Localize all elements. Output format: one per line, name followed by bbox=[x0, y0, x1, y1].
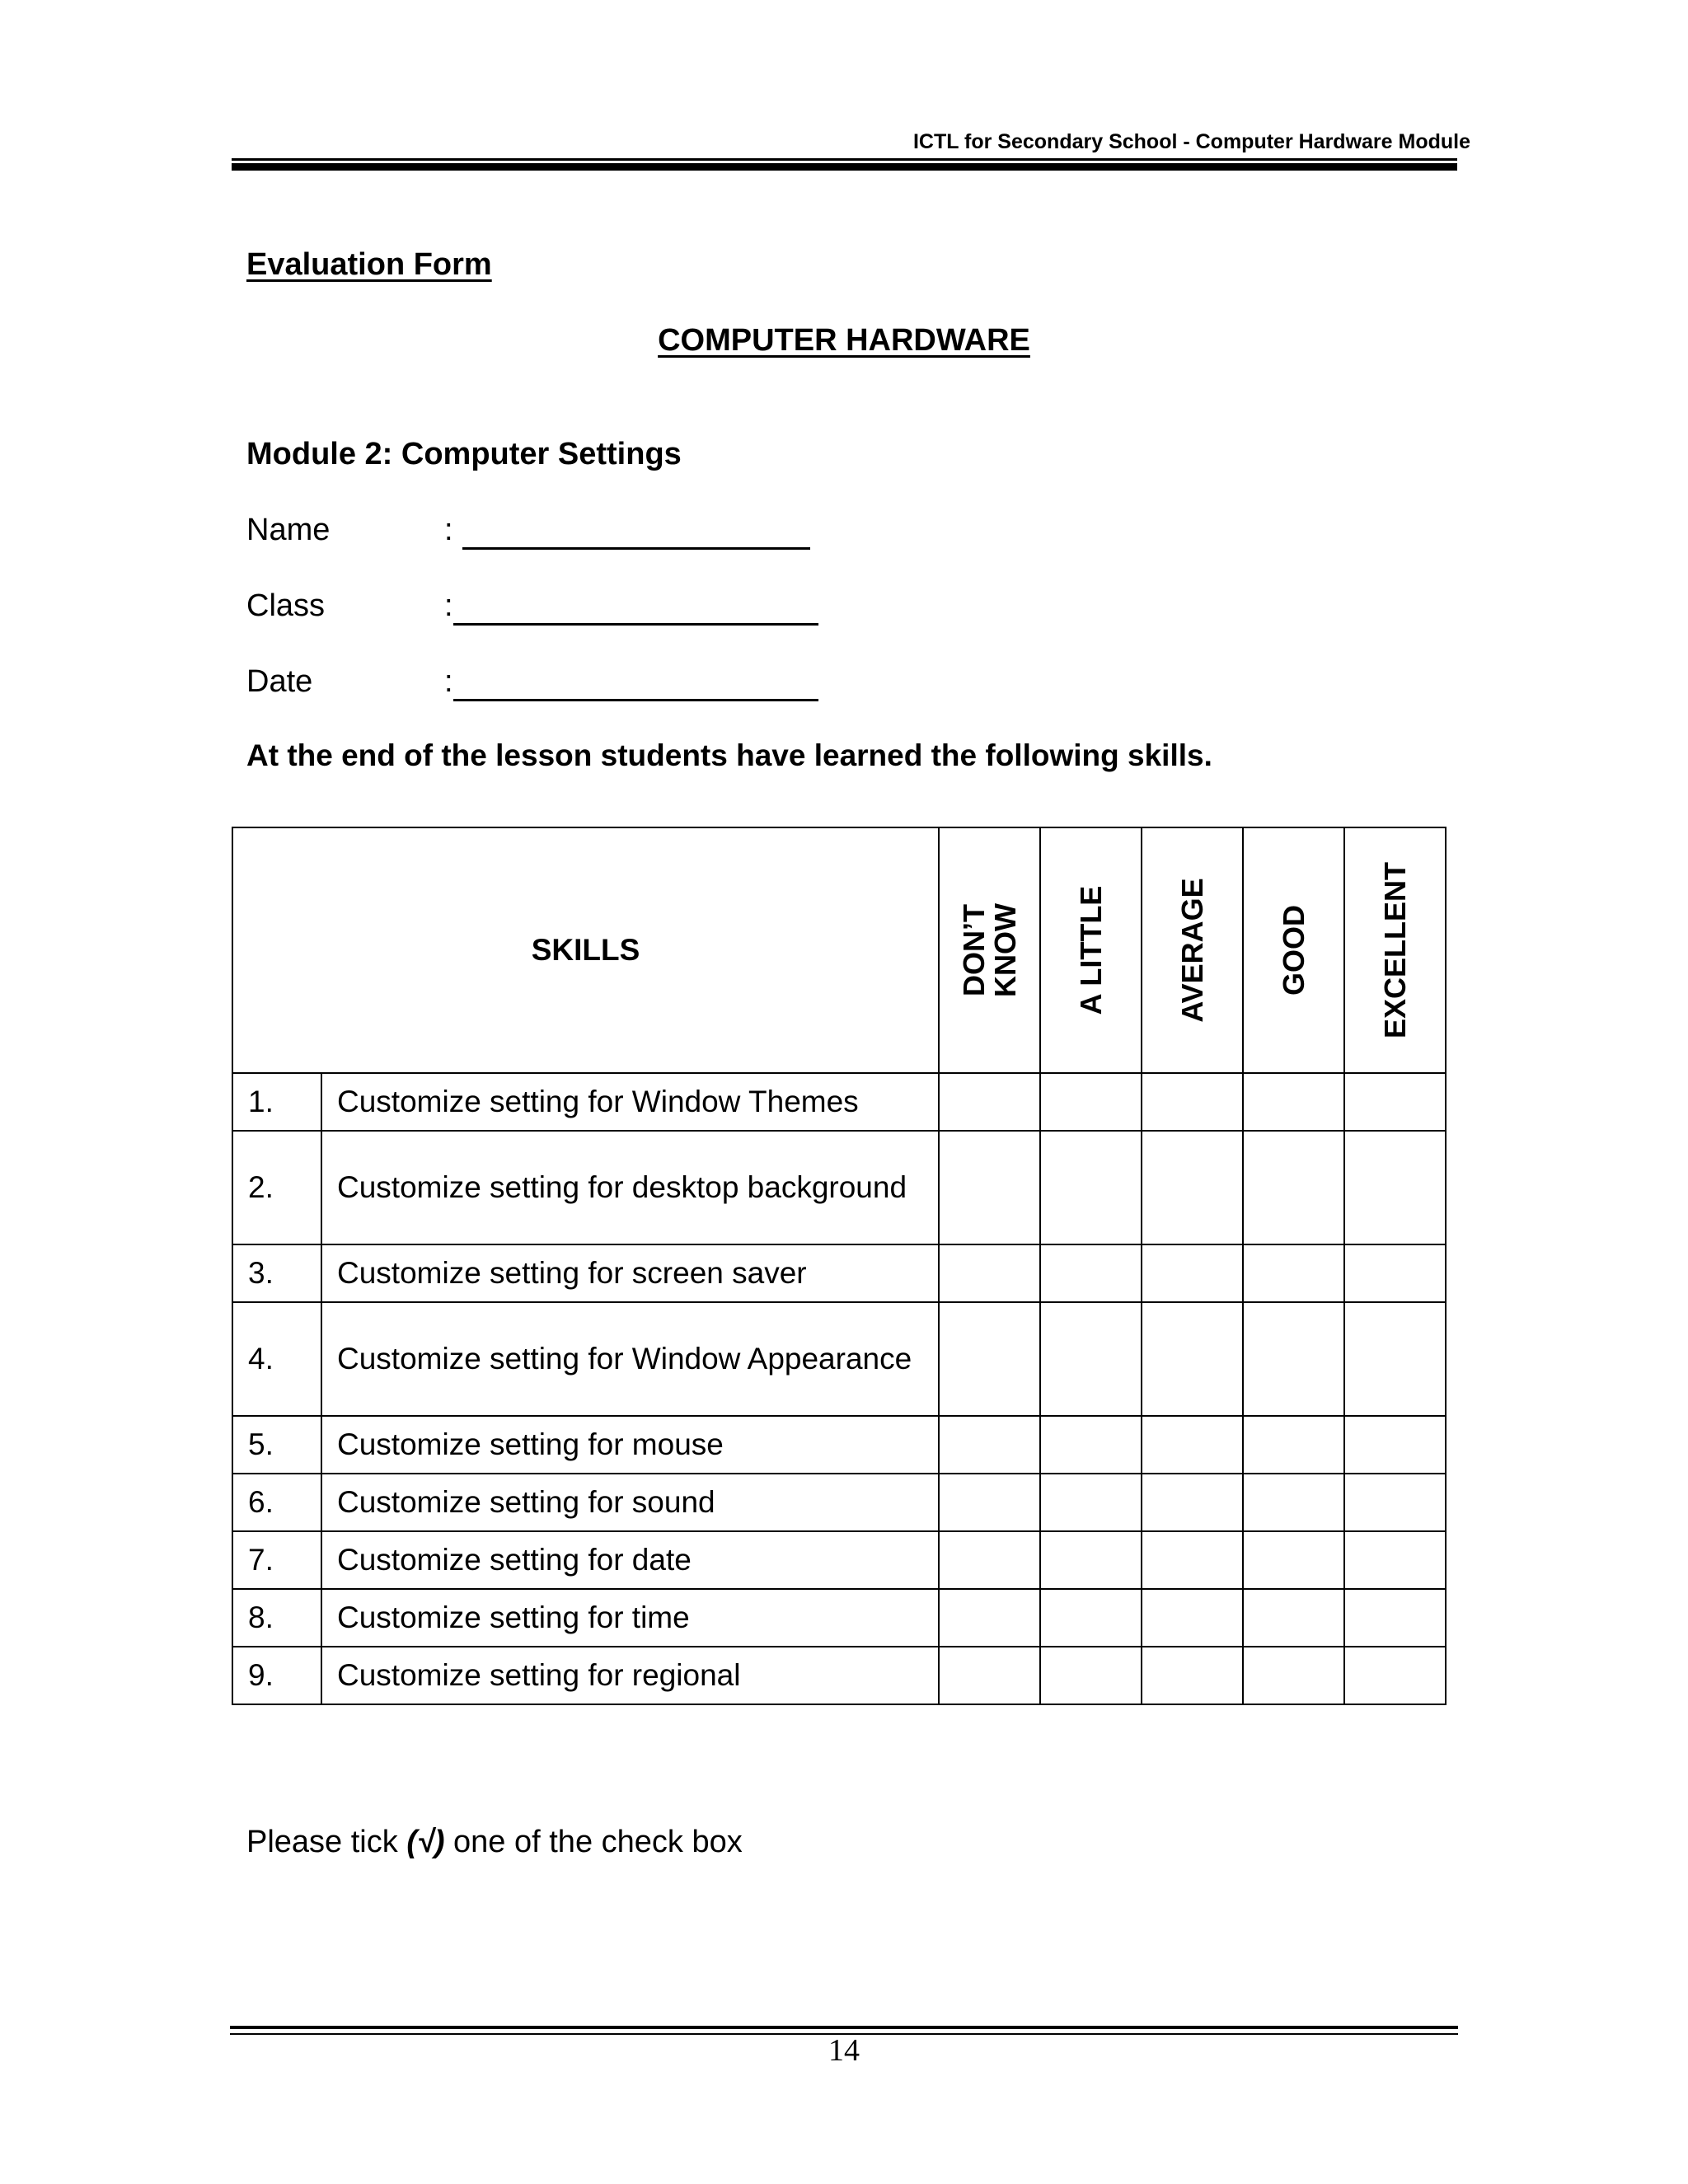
rating-checkbox-good[interactable] bbox=[1243, 1589, 1344, 1647]
date-colon: : bbox=[444, 664, 453, 699]
rating-checkbox-good[interactable] bbox=[1243, 1647, 1344, 1704]
class-field bbox=[246, 588, 906, 630]
rating-checkbox-dont-know[interactable] bbox=[939, 1073, 1040, 1131]
rating-header-a-little bbox=[1040, 827, 1142, 1073]
rating-checkbox-a-little[interactable] bbox=[1040, 1073, 1142, 1131]
rating-checkbox-excellent[interactable] bbox=[1344, 1131, 1446, 1244]
rating-header-excellent bbox=[1344, 827, 1446, 1073]
row-number: 6. bbox=[232, 1474, 321, 1531]
skills-table-body bbox=[232, 1073, 1446, 1704]
rating-checkbox-excellent[interactable] bbox=[1344, 1474, 1446, 1531]
rating-checkbox-dont-know[interactable] bbox=[939, 1244, 1040, 1302]
running-header: ICTL for Secondary School - Computer Hardware Module bbox=[912, 130, 1470, 153]
skill-description: Customize setting for date bbox=[321, 1531, 939, 1589]
table-row bbox=[232, 1244, 1446, 1302]
rating-checkbox-average[interactable] bbox=[1142, 1302, 1243, 1416]
rating-label-good: GOOD bbox=[1276, 904, 1311, 996]
rating-checkbox-good[interactable] bbox=[1243, 1244, 1344, 1302]
skill-description: Customize setting for time bbox=[321, 1589, 939, 1647]
rating-label-a-little: A LITTLE bbox=[1073, 885, 1108, 1015]
table-row bbox=[232, 1302, 1446, 1416]
instruction-text: At the end of the lesson students have learned the following skills. bbox=[246, 738, 1212, 772]
name-colon: : bbox=[444, 513, 453, 547]
rating-checkbox-average[interactable] bbox=[1142, 1073, 1243, 1131]
row-number: 9. bbox=[232, 1647, 321, 1704]
rating-header-good bbox=[1243, 827, 1344, 1073]
table-row bbox=[232, 1131, 1446, 1244]
rating-checkbox-a-little[interactable] bbox=[1040, 1416, 1142, 1474]
rating-checkbox-average[interactable] bbox=[1142, 1589, 1243, 1647]
rating-checkbox-excellent[interactable] bbox=[1344, 1073, 1446, 1131]
rating-checkbox-average[interactable] bbox=[1142, 1244, 1243, 1302]
row-number: 5. bbox=[232, 1416, 321, 1474]
rating-checkbox-average[interactable] bbox=[1142, 1416, 1243, 1474]
rating-checkbox-a-little[interactable] bbox=[1040, 1131, 1142, 1244]
rating-checkbox-excellent[interactable] bbox=[1344, 1302, 1446, 1416]
table-row bbox=[232, 1416, 1446, 1474]
row-number: 8. bbox=[232, 1589, 321, 1647]
rating-checkbox-good[interactable] bbox=[1243, 1474, 1344, 1531]
skill-description: Customize setting for Window Appearance bbox=[321, 1302, 939, 1416]
rating-checkbox-a-little[interactable] bbox=[1040, 1589, 1142, 1647]
name-input-line[interactable] bbox=[462, 547, 810, 550]
date-label: Date bbox=[246, 664, 313, 699]
table-row bbox=[232, 1531, 1446, 1589]
rating-checkbox-dont-know[interactable] bbox=[939, 1531, 1040, 1589]
header-rule-thick bbox=[232, 163, 1457, 171]
skill-description: Customize setting for regional bbox=[321, 1647, 939, 1704]
tick-instruction-after: one of the check box bbox=[444, 1825, 743, 1859]
rating-checkbox-dont-know[interactable] bbox=[939, 1647, 1040, 1704]
rating-checkbox-dont-know[interactable] bbox=[939, 1131, 1040, 1244]
rating-checkbox-dont-know[interactable] bbox=[939, 1474, 1040, 1531]
table-header-row bbox=[232, 827, 1446, 1073]
tick-instruction-before: Please tick bbox=[246, 1825, 407, 1859]
skill-description: Customize setting for sound bbox=[321, 1474, 939, 1531]
date-field bbox=[246, 664, 906, 705]
rating-checkbox-average[interactable] bbox=[1142, 1531, 1243, 1589]
row-number: 3. bbox=[232, 1244, 321, 1302]
skill-description: Customize setting for mouse bbox=[321, 1416, 939, 1474]
rating-header-average bbox=[1142, 827, 1243, 1073]
table-row bbox=[232, 1589, 1446, 1647]
row-number: 4. bbox=[232, 1302, 321, 1416]
rating-checkbox-excellent[interactable] bbox=[1344, 1416, 1446, 1474]
skill-description: Customize setting for Window Themes bbox=[321, 1073, 939, 1131]
row-number: 1. bbox=[232, 1073, 321, 1131]
rating-header-dont-know bbox=[939, 827, 1040, 1073]
module-title: Module 2: Computer Settings bbox=[246, 437, 682, 471]
rating-checkbox-excellent[interactable] bbox=[1344, 1531, 1446, 1589]
table-row bbox=[232, 1647, 1446, 1704]
row-number: 2. bbox=[232, 1131, 321, 1244]
rating-checkbox-good[interactable] bbox=[1243, 1073, 1344, 1131]
class-label: Class bbox=[246, 588, 326, 623]
rating-checkbox-a-little[interactable] bbox=[1040, 1302, 1142, 1416]
rating-checkbox-excellent[interactable] bbox=[1344, 1589, 1446, 1647]
tick-instruction bbox=[246, 1825, 743, 1860]
form-main-title: COMPUTER HARDWARE bbox=[658, 323, 1030, 358]
header-rule-thin bbox=[232, 158, 1457, 161]
footer-rule-thick bbox=[230, 2026, 1458, 2029]
name-label: Name bbox=[246, 513, 331, 547]
rating-checkbox-average[interactable] bbox=[1142, 1131, 1243, 1244]
row-number: 7. bbox=[232, 1531, 321, 1589]
rating-checkbox-good[interactable] bbox=[1243, 1416, 1344, 1474]
table-row bbox=[232, 1073, 1446, 1131]
rating-checkbox-a-little[interactable] bbox=[1040, 1474, 1142, 1531]
skill-description: Customize setting for screen saver bbox=[321, 1244, 939, 1302]
rating-checkbox-excellent[interactable] bbox=[1344, 1244, 1446, 1302]
skills-evaluation-table bbox=[232, 827, 1447, 1705]
rating-label-excellent: EXCELLENT bbox=[1377, 861, 1412, 1039]
rating-checkbox-dont-know[interactable] bbox=[939, 1589, 1040, 1647]
rating-checkbox-a-little[interactable] bbox=[1040, 1647, 1142, 1704]
rating-label-dont-know: DON’T KNOW bbox=[956, 903, 1022, 997]
skill-description: Customize setting for desktop background bbox=[321, 1131, 939, 1244]
evaluation-form-title: Evaluation Form bbox=[246, 247, 492, 282]
rating-checkbox-a-little[interactable] bbox=[1040, 1531, 1142, 1589]
rating-checkbox-good[interactable] bbox=[1243, 1531, 1344, 1589]
tick-symbol: (√) bbox=[406, 1825, 445, 1859]
rating-checkbox-excellent[interactable] bbox=[1344, 1647, 1446, 1704]
date-input-line[interactable] bbox=[453, 699, 818, 701]
rating-checkbox-average[interactable] bbox=[1142, 1647, 1243, 1704]
table-row bbox=[232, 1474, 1446, 1531]
rating-checkbox-average[interactable] bbox=[1142, 1474, 1243, 1531]
rating-checkbox-a-little[interactable] bbox=[1040, 1244, 1142, 1302]
skills-header: SKILLS bbox=[232, 827, 939, 1073]
rating-label-average: AVERAGE bbox=[1175, 878, 1209, 1023]
rating-checkbox-good[interactable] bbox=[1243, 1131, 1344, 1244]
rating-checkbox-good[interactable] bbox=[1243, 1302, 1344, 1416]
page-number: 14 bbox=[828, 2033, 860, 2068]
class-colon: : bbox=[444, 588, 453, 623]
rating-checkbox-dont-know[interactable] bbox=[939, 1416, 1040, 1474]
class-input-line[interactable] bbox=[453, 623, 818, 626]
name-field bbox=[246, 513, 906, 554]
rating-checkbox-dont-know[interactable] bbox=[939, 1302, 1040, 1416]
